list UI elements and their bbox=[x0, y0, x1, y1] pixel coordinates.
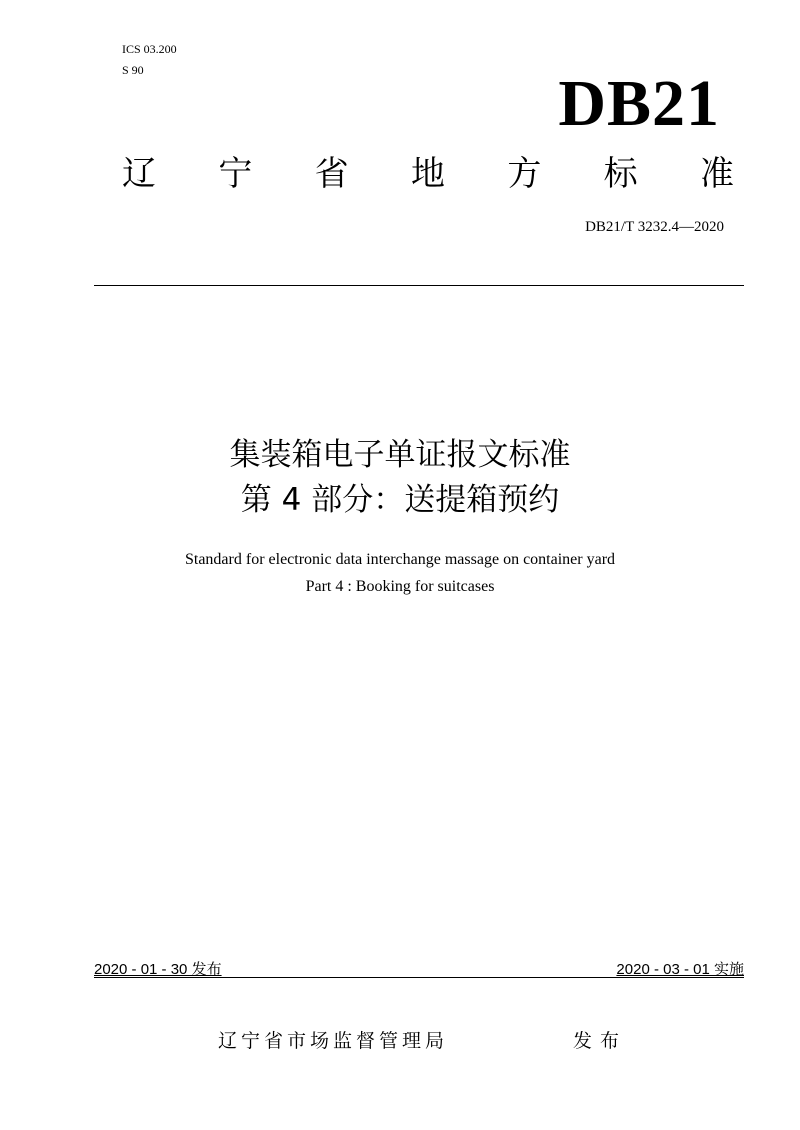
standard-type-heading bbox=[122, 152, 734, 196]
standard-type-char: 方 bbox=[507, 154, 542, 194]
title-chinese-line-2: 第 4 部分：送提箱预约 bbox=[240, 482, 560, 518]
ccs-code: S 90 bbox=[122, 63, 144, 77]
ics-code: ICS 03.200 bbox=[122, 42, 177, 56]
standard-type-char: 准 bbox=[699, 154, 734, 194]
standard-type-char: 宁 bbox=[218, 154, 253, 194]
standard-logo: DB21 bbox=[558, 67, 720, 140]
publish-label: 发布 bbox=[573, 1030, 628, 1052]
standard-type-char: 省 bbox=[314, 154, 349, 194]
implementation-date: 2020 - 03 - 01 实施 bbox=[616, 961, 744, 978]
title-english-line-2: Part 4 : Booking for suitcases bbox=[305, 578, 495, 595]
top-divider bbox=[94, 285, 744, 286]
standard-type-char: 标 bbox=[603, 154, 638, 194]
issue-date: 2020 - 01 - 30 发布 bbox=[94, 961, 222, 978]
standard-number: DB21/T 3232.4—2020 bbox=[585, 219, 724, 235]
standard-type-char: 辽 bbox=[122, 154, 156, 194]
bottom-divider bbox=[94, 977, 744, 978]
title-english-line-1: Standard for electronic data interchange massage on container yard bbox=[184, 551, 616, 568]
issuing-authority: 辽宁省市场监督管理局 bbox=[218, 1030, 449, 1052]
standard-type-char: 地 bbox=[410, 154, 445, 194]
title-chinese-line-1: 集装箱电子单证报文标准 bbox=[229, 437, 571, 473]
